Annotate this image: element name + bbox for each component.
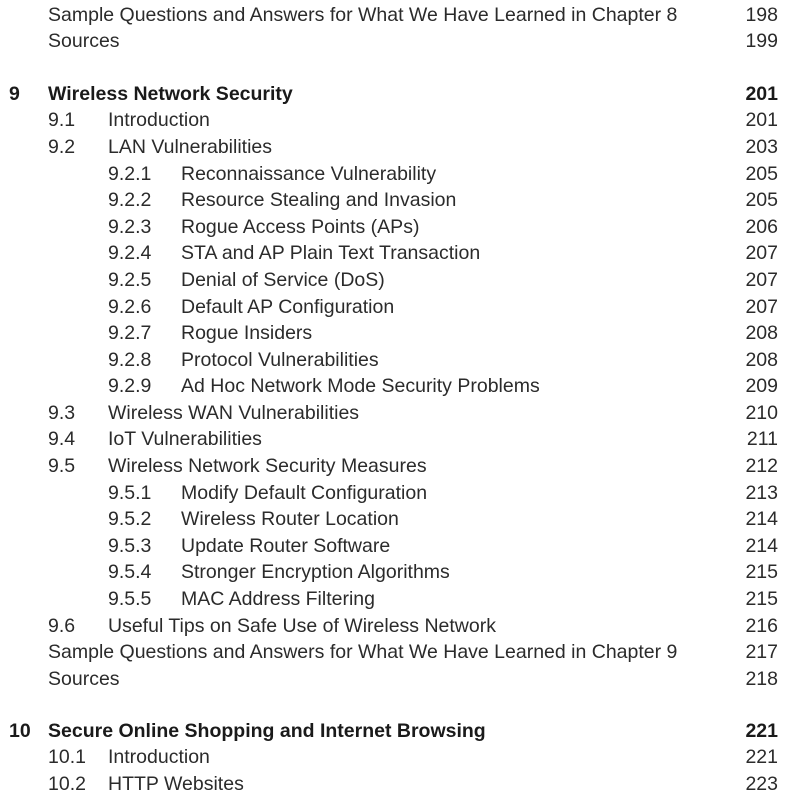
toc-entry [0, 240, 800, 267]
toc-page-number: 205 [745, 189, 778, 211]
toc-page-number: 218 [745, 668, 778, 690]
toc-entry [0, 2, 800, 29]
toc-section-title: Wireless Network Security [48, 83, 293, 105]
toc-entry [0, 533, 800, 560]
toc-page-number: 207 [745, 242, 778, 264]
toc-page-number: 206 [745, 216, 778, 238]
toc-section-number: 9.5.5 [108, 588, 152, 610]
toc-entry [0, 666, 800, 693]
toc-entry [0, 771, 800, 798]
toc-page-number: 201 [745, 109, 778, 131]
toc-section-title: IoT Vulnerabilities [108, 428, 262, 450]
toc-entry [0, 187, 800, 214]
toc-entry [0, 347, 800, 374]
toc-section-number: 9.6 [48, 615, 76, 637]
toc-section-title: Denial of Service (DoS) [181, 269, 385, 291]
toc-section-title: HTTP Websites [108, 773, 244, 795]
toc-section-title: Reconnaissance Vulnerability [181, 163, 437, 185]
toc-section-number: 9.2.2 [108, 189, 152, 211]
toc-page-number: 208 [745, 349, 778, 371]
toc-section-title: MAC Address Filtering [181, 588, 375, 610]
toc-section-title: Introduction [108, 746, 210, 768]
toc-section-number: 9.5.4 [108, 561, 152, 583]
toc-section-number: 9.5.3 [108, 535, 152, 557]
toc-section-number: 9.1 [48, 109, 76, 131]
toc-page-number: 203 [745, 136, 778, 158]
toc-page-number: 198 [745, 4, 778, 26]
toc-entry [0, 161, 800, 188]
toc-page-number: 207 [745, 296, 778, 318]
toc-section-number: 9.2.8 [108, 349, 152, 371]
toc-entry [0, 373, 800, 400]
toc-page-number: 205 [745, 163, 778, 185]
toc-entry [0, 267, 800, 294]
toc-section-number: 10.2 [48, 773, 86, 795]
toc-section-title: Rogue Insiders [181, 322, 313, 344]
toc-section-title: Default AP Configuration [181, 296, 395, 318]
toc-entry [0, 613, 800, 640]
toc-section-title: Wireless Router Location [181, 508, 399, 530]
toc-section-title: Wireless Network Security Measures [108, 455, 427, 477]
toc-entry [0, 744, 800, 771]
toc-section-number: 9.5 [48, 455, 76, 477]
toc-section-title: Rogue Access Points (APs) [181, 216, 420, 238]
toc-chapter-entry [0, 718, 800, 745]
toc-page-number: 221 [745, 746, 778, 768]
toc-entry [0, 506, 800, 533]
toc-section-number: 10 [9, 720, 31, 742]
toc-section-title: Update Router Software [181, 535, 391, 557]
toc-section-title: Stronger Encryption Algorithms [181, 561, 450, 583]
toc-entry [0, 586, 800, 613]
toc-entry [0, 639, 800, 666]
toc-section-number: 9.2 [48, 136, 76, 158]
toc-page-number: 221 [745, 720, 778, 742]
toc-entry [0, 134, 800, 161]
toc-page-number: 215 [745, 588, 778, 610]
toc-entry [0, 559, 800, 586]
toc-section-title: Wireless WAN Vulnerabilities [108, 402, 360, 424]
toc-entry [0, 480, 800, 507]
toc-page-number: 210 [745, 402, 778, 424]
toc-section-number: 9 [9, 83, 20, 105]
toc-page-number: 216 [745, 615, 778, 637]
toc-entry [0, 453, 800, 480]
toc-section-title: Protocol Vulnerabilities [181, 349, 379, 371]
toc-section-number: 9.5.2 [108, 508, 152, 530]
toc-entry [0, 294, 800, 321]
toc-section-title: Useful Tips on Safe Use of Wireless Network [108, 615, 496, 637]
toc-section-title: Introduction [108, 109, 210, 131]
toc-section-number: 9.4 [48, 428, 76, 450]
toc-page-number: 212 [745, 455, 778, 477]
toc-page-number: 208 [745, 322, 778, 344]
toc-section-number: 9.2.7 [108, 322, 152, 344]
toc-page-number: 201 [745, 83, 778, 105]
toc-section-number: 9.2.5 [108, 269, 152, 291]
toc-page-number: 211 [746, 428, 778, 450]
toc-section-number: 9.3 [48, 402, 76, 424]
toc-section-title: Resource Stealing and Invasion [181, 189, 457, 211]
toc-entry [0, 28, 800, 55]
toc-section-title: Sources [48, 668, 120, 690]
toc-section-title: Ad Hoc Network Mode Security Problems [181, 375, 540, 397]
toc-section-number: 9.2.9 [108, 375, 152, 397]
toc-section-number: 9.2.1 [108, 163, 152, 185]
toc-section-number: 9.2.6 [108, 296, 152, 318]
toc-entry [0, 426, 800, 453]
toc-chapter-entry [0, 81, 800, 108]
toc-section-number: 9.2.4 [108, 242, 152, 264]
toc-page-number: 214 [745, 508, 778, 530]
toc-section-title: Sample Questions and Answers for What We Have Learned in Chapter 8 [48, 4, 678, 26]
toc-page-number: 213 [745, 482, 778, 504]
toc-entry [0, 214, 800, 241]
toc-section-title: Secure Online Shopping and Internet Browsing [48, 720, 486, 742]
toc-page-number: 209 [745, 375, 778, 397]
toc-page-number: 199 [745, 30, 778, 52]
toc-section-title: Modify Default Configuration [181, 482, 428, 504]
toc-section-title: STA and AP Plain Text Transaction [181, 242, 481, 264]
toc-page-number: 207 [745, 269, 778, 291]
toc-page-number: 214 [745, 535, 778, 557]
toc-entry [0, 320, 800, 347]
toc-section-number: 9.5.1 [108, 482, 152, 504]
toc-section-title: Sample Questions and Answers for What We Have Learned in Chapter 9 [48, 641, 678, 663]
toc-page-number: 215 [745, 561, 778, 583]
toc-page-number: 217 [745, 641, 778, 663]
toc-section-number: 9.2.3 [108, 216, 152, 238]
toc-page-number: 223 [745, 773, 778, 795]
toc-section-number: 10.1 [48, 746, 86, 768]
toc-section-title: Sources [48, 30, 120, 52]
toc-section-title: LAN Vulnerabilities [108, 136, 273, 158]
toc-entry [0, 107, 800, 134]
toc-entry [0, 400, 800, 427]
